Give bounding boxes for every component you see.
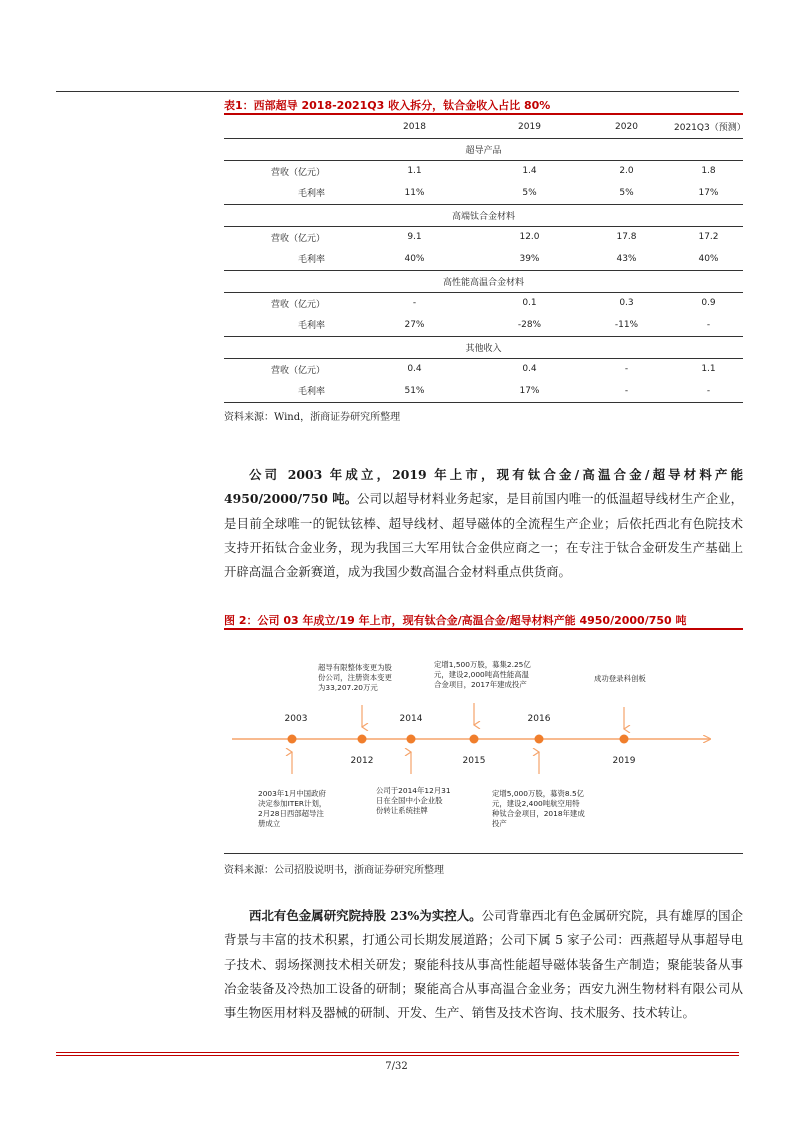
table-cell: - <box>706 319 711 330</box>
table-cell: - <box>579 380 674 402</box>
paragraph-company-history <box>224 463 743 584</box>
table-row <box>224 380 743 402</box>
company-timeline <box>224 640 743 850</box>
row-label: 营收（亿元） <box>270 167 325 178</box>
table-cell: 0.1 <box>522 298 537 309</box>
table-row <box>224 358 743 380</box>
figure-bottom-rule <box>224 853 743 854</box>
table-cell: 0.3 <box>619 298 634 309</box>
timeline-marker-2012 <box>358 735 367 744</box>
row-label: 营收（亿元） <box>270 233 325 244</box>
table-header-row <box>224 116 743 138</box>
table-row <box>224 292 743 314</box>
note-2003: 2003年1月中国政府 决定参加ITER计划， 2月28日西部超导注 册成立 <box>258 789 327 828</box>
table-row <box>224 160 743 182</box>
timeline-marker-2014 <box>407 735 416 744</box>
section-title: 高性能高温合金材料 <box>224 270 743 292</box>
year-label-2012: 2012 <box>350 756 374 766</box>
row-label: 毛利率 <box>297 321 325 332</box>
footer-rule <box>56 1055 739 1056</box>
table-cell: 9.1 <box>407 232 422 243</box>
table-cell: 1.4 <box>522 166 537 177</box>
timeline-marker-2015 <box>470 735 479 744</box>
table-cell: 17% <box>480 380 579 402</box>
figure-caption: 图 2：公司 03 年成立/19 年上市，现有钛合金/高温合金/超导材料产能 4950/2000/750 吨 <box>224 614 687 627</box>
table-caption: 表1：西部超导 2018-2021Q3 收入拆分，钛合金收入占比 80% <box>224 99 551 112</box>
table-row <box>224 182 743 204</box>
year-label-2016: 2016 <box>527 714 551 724</box>
table-cell: 51% <box>349 380 480 402</box>
table-cell: 40% <box>404 253 425 264</box>
table-cell: 1.1 <box>701 364 716 375</box>
section-row <box>224 336 743 358</box>
table-cell: - <box>624 364 629 375</box>
header-cell: 2019 <box>480 116 579 138</box>
section-title: 其他收入 <box>224 336 743 358</box>
timeline-marker-2003 <box>288 735 297 744</box>
year-label-2003: 2003 <box>284 714 308 724</box>
table-row <box>224 314 743 336</box>
row-label: 营收（亿元） <box>270 299 325 310</box>
section-row <box>224 138 743 160</box>
table-cell: 43% <box>616 253 637 264</box>
table-cell: 0.9 <box>701 298 716 309</box>
header-cell <box>224 116 349 138</box>
table-cell: 17.2 <box>698 232 719 243</box>
table-cell: 0.4 <box>407 364 422 375</box>
table-cell: - <box>412 298 417 309</box>
row-label: 毛利率 <box>224 380 349 402</box>
paragraph-body: 公司背靠西北有色金属研究院，具有雄厚的国企背景与丰富的技术积累，打通公司长期发展道路；公司下属 5 家子公司：西燕超导从事超导电子技术、弱场探测技术相关研发；聚能科技从事高性能超导磁体装备生产制造；聚能装备从事冶金装备及冷热加工设备的研制；聚能高合从事高温合金业务；西安九洲生物材料有限公司从事生物医用材料及器械的研制、开发、生产、销售及技术咨询、技术服务、技术转让。 <box>224 908 743 1021</box>
section-title: 高端钛合金材料 <box>224 204 743 226</box>
note-2014: 公司于2014年12月31 日在全国中小企业股 份转让系统挂牌 <box>376 786 451 815</box>
header-cell: 2018 <box>349 116 480 138</box>
table-cell: - <box>674 380 743 402</box>
table-row <box>224 248 743 270</box>
table-cell: 2.0 <box>619 166 634 177</box>
table-cell: 12.0 <box>519 232 540 243</box>
table-cell: 1.1 <box>407 166 422 177</box>
table-cell: 40% <box>698 253 719 264</box>
figure-caption-rule <box>224 628 743 630</box>
table-cell: -11% <box>614 319 639 330</box>
table-cell: 5% <box>522 187 537 198</box>
table-cell: -28% <box>517 319 542 330</box>
paragraph-lead: 西北有色金属研究院持股 23%为实控人。 <box>249 908 482 923</box>
note-2016: 定增5,000万股，募资8.5亿 元，建设2,400吨航空用特 种钛合金项目，2018年建成 投产 <box>492 789 585 828</box>
year-label-2014: 2014 <box>399 714 423 724</box>
row-label: 营收（亿元） <box>270 365 325 376</box>
table-caption-rule <box>224 113 743 115</box>
table-cell: 5% <box>619 187 634 198</box>
table-cell: 27% <box>404 319 425 330</box>
table-cell: 17% <box>698 187 719 198</box>
table-cell: 1.8 <box>701 166 716 177</box>
year-label-2019: 2019 <box>612 756 636 766</box>
note-2019: 成功登录科创板 <box>594 674 646 683</box>
section-title: 超导产品 <box>224 138 743 160</box>
figure-source: 资料来源：公司招股说明书，浙商证券研究所整理 <box>224 865 444 876</box>
table-cell: 0.4 <box>522 364 537 375</box>
year-label-2015: 2015 <box>462 756 486 766</box>
section-row <box>224 270 743 292</box>
table-row <box>224 226 743 248</box>
note-2015: 定增1,500万股，募集2.25亿 元，建设2,000吨高性能高温 合金项目，2017年建成投产 <box>434 660 531 689</box>
paragraph-controller <box>224 904 743 1025</box>
header-cell: 2021Q3（预测） <box>674 116 743 138</box>
timeline-marker-2016 <box>535 735 544 744</box>
footer-rule <box>56 1052 739 1053</box>
table-cell: 11% <box>404 187 425 198</box>
paragraph-lead: 公司 2003 年成立，2019 年上市，现有钛合金/高温合金/超导材料产能 4950/2000/750 吨。 <box>224 467 743 507</box>
header-rule <box>56 91 739 92</box>
page-number: 7/32 <box>385 1061 408 1072</box>
paragraph-body: 公司以超导材料业务起家，是目前国内唯一的低温超导线材生产企业，是目前全球唯一的铌钛铉棒、超导线材、超导磁体的全流程生产企业；后依托西北有色院技术支持开拓钛合金业务，现为我国三大军用钛合金供应商之一；在专注于钛合金研发生产基础上开辟高温合金新赛道，成为我国少数高温合金材料重点供货商。 <box>224 491 743 580</box>
revenue-table <box>224 116 746 403</box>
row-label: 毛利率 <box>297 189 325 200</box>
section-row <box>224 204 743 226</box>
table-source: 资料来源：Wind，浙商证券研究所整理 <box>224 412 401 423</box>
table-cell: 17.8 <box>616 232 637 243</box>
row-label: 毛利率 <box>297 255 325 266</box>
header-cell: 2020 <box>579 116 674 138</box>
note-2012: 超导有限整体变更为股 份公司，注册资本变更 为33,207.20万元 <box>318 663 392 692</box>
table-cell: 39% <box>519 253 540 264</box>
timeline-marker-2019 <box>620 735 629 744</box>
